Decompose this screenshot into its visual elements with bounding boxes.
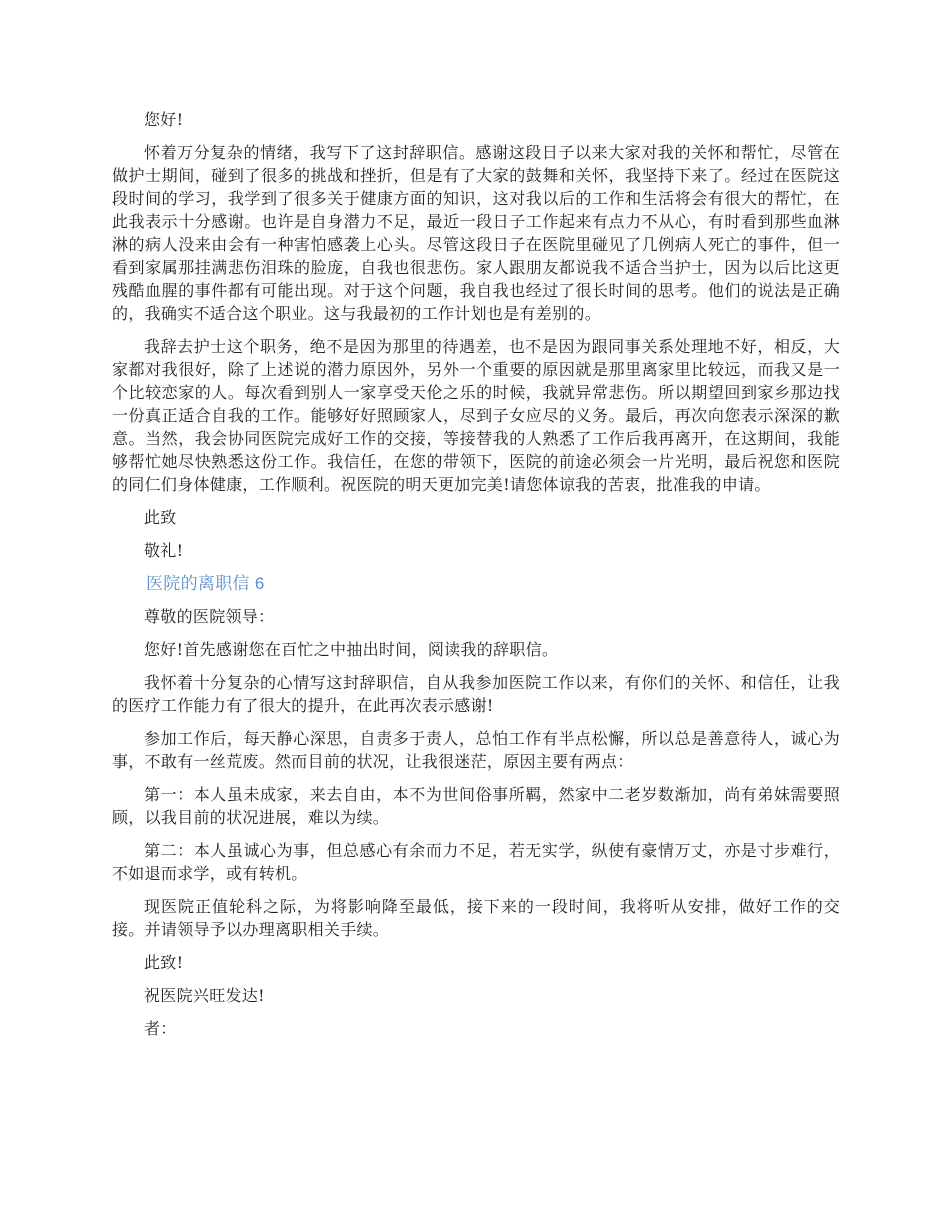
closing: 此致! [144, 953, 184, 972]
salutation: 尊敬的医院领导： [144, 607, 275, 626]
wish: 祝医院兴旺发达! [144, 986, 265, 1005]
signature: 者： [144, 1019, 177, 1038]
body-paragraph: 第一：本人虽未成家，来去自由，本不为世间俗事所羁，然家中二老岁数渐加，尚有弟妹需要照顾，以我目前的状况进展，难以为续。 [112, 785, 840, 827]
body-paragraph: 现医院正值轮科之际，为将影响降至最低，接下来的一段时间，我将听从安排，做好工作的交接。并请领导予以办理离职相关手续。 [112, 897, 840, 939]
body-paragraph: 我怀着十分复杂的心情写这封辞职信，自从我参加医院工作以来，有你们的关怀、和信任，让我的医疗工作能力有了很大的提升，在此再次表示感谢! [112, 673, 840, 715]
greeting: 您好! [144, 110, 184, 129]
body-paragraph: 第二：本人虽诚心为事，但总感心有余而力不足，若无实学，纵使有豪情万丈，亦是寸步难行，不如退而求学，或有转机。 [112, 841, 840, 883]
closing: 此致 [144, 508, 177, 527]
salute: 敬礼! [144, 541, 184, 560]
body-paragraph: 参加工作后，每天静心深思，自责多于责人，总怕工作有半点松懈，所以总是善意待人，诚心为事，不敢有一丝荒废。然而目前的状况，让我很迷茫，原因主要有两点： [112, 729, 840, 771]
document-page [112, 108, 840, 1050]
body-paragraph: 怀着万分复杂的情绪，我写下了这封辞职信。感谢这段日子以来大家对我的关怀和帮忙，尽管在做护士期间，碰到了很多的挑战和挫折，但是有了大家的鼓舞和关怀，我坚持下来了。经过在医院这段时间的学习，我学到了很多关于健康方面的知识，这对我以后的工作和生活将会有很大的帮忙，在此我表示十分感谢。也许是自身潜力不足，最近一段日子工作起来有点力不从心，有时看到那些血淋淋的病人没来由会有一种害怕感袭上心头。尽管这段日子在医院里碰见了几例病人死亡的事件，但一看到家属那挂满悲伤泪珠的脸庞，自我也很悲伤。家人跟朋友都说我不适合当护士，因为以后比这更残酷血腥的事件都有可能出现。对于这个问题，我自我也经过了很长时间的思考。他们的说法是正确的，我确实不适合这个职业。这与我最初的工作计划也是有差别的。 [112, 143, 840, 323]
section-heading: 医院的离职信 6 [146, 574, 265, 593]
opening-paragraph: 您好!首先感谢您在百忙之中抽出时间，阅读我的辞职信。 [144, 640, 559, 659]
body-paragraph: 我辞去护士这个职务，绝不是因为那里的待遇差，也不是因为跟同事关系处理地不好，相反，大家都对我很好，除了上述说的潜力原因外，另外一个重要的原因就是那里离家里比较远，而我又是一个比较恋家的人。每次看到别人一家享受天伦之乐的时候，我就异常悲伤。所以期望回到家乡那边找一份真正适合自我的工作。能够好好照顾家人，尽到子女应尽的义务。最后，再次向您表示深深的歉意。当然，我会协同医院完成好工作的交接，等接替我的人熟悉了工作后我再离开，在这期间，我能够帮忙她尽快熟悉这份工作。我信任，在您的带领下，医院的前途必须会一片光明，最后祝您和医院的同仁们身体健康，工作顺利。祝医院的明天更加完美!请您体谅我的苦衷，批准我的申请。 [112, 337, 840, 494]
